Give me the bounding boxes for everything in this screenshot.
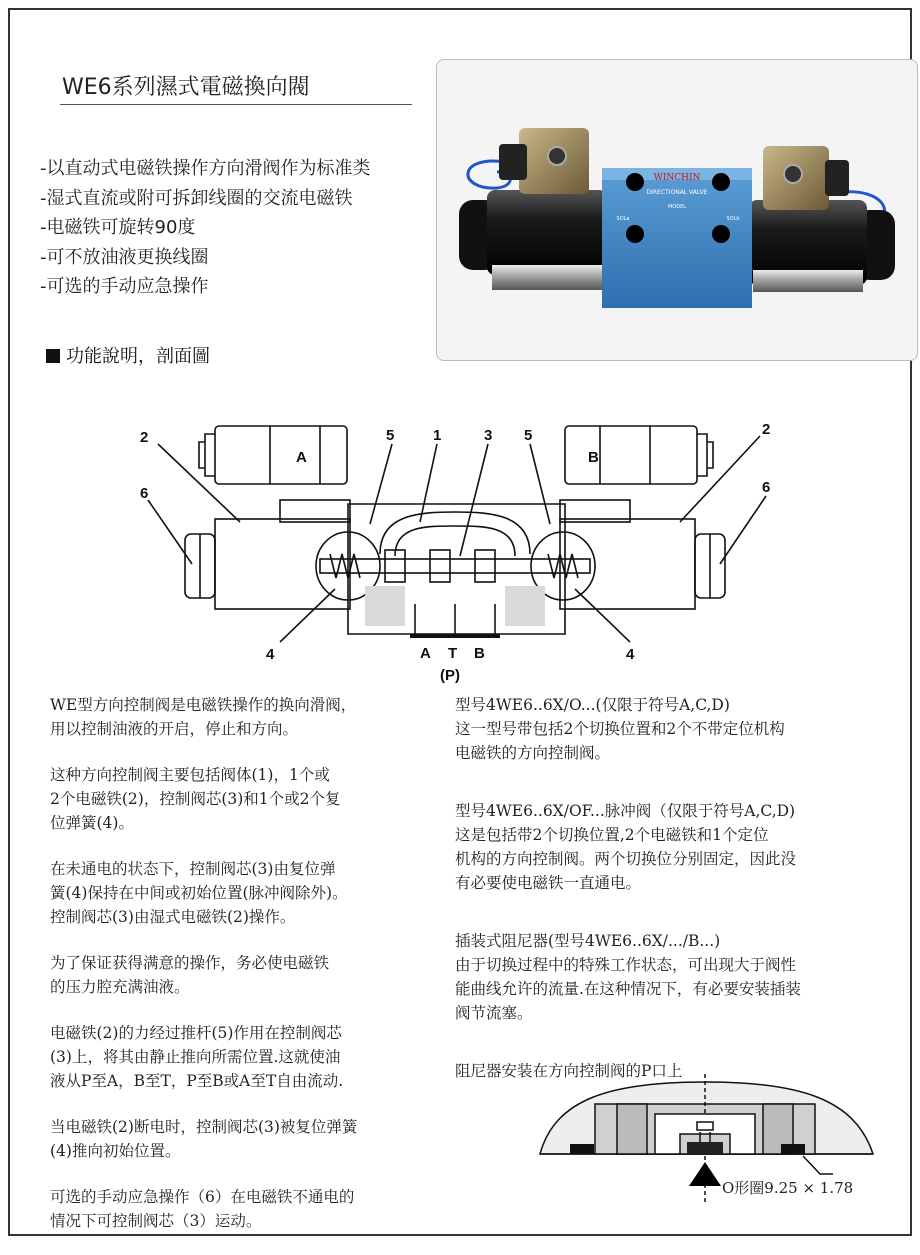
body-bolt [712,225,730,243]
port-b-label: B [474,645,485,662]
solenoid-a-block [215,426,347,484]
section-heading-text: 功能說明，剖面圖 [66,346,210,367]
callout-4-left: 4 [266,646,275,663]
left-housing [215,519,350,609]
right-return-spring [548,554,578,578]
valve-illustration [437,60,917,360]
right-text-column [455,693,905,1105]
brand-label: WINCHIN [653,173,701,183]
product-photo [436,59,918,361]
oring-leader [803,1156,833,1174]
callout-3: 3 [484,427,493,444]
solenoid-b-label: B [588,449,599,466]
callout-4-right: 4 [626,646,635,663]
paragraph: 插装式阻尼器(型号4WE6..6X/.../B...) 由于切换过程中的特殊工作状态，可出现大于阀性 能曲线允许的流量.在这种情况下，有必要安装插装 阀节流塞。 [455,932,801,1022]
paragraph: 为了保证获得满意的操作，务必使电磁铁 的压力腔充满油液。 [50,954,330,996]
body-bolt [712,173,730,191]
model-label: MODEL [667,204,687,210]
feature-item: -以直动式电磁铁操作方向滑阀作为标准类 [40,158,371,179]
feature-item: -可不放油液更换线圈 [40,246,209,268]
left-solenoid-coil [487,190,607,275]
square-bullet-icon [46,349,60,363]
sol-b-label: SOLb [726,216,740,222]
oring-label: O形圈9.25 × 1.78 [722,1179,854,1197]
left-return-spring [330,554,360,578]
callout-2-left: 2 [140,429,149,446]
paragraph: 当电磁铁(2)断电时，控制阀芯(3)被复位弹簧 (4)推向初始位置。 [50,1118,358,1160]
section-heading [46,342,210,368]
center-seal [687,1142,723,1154]
callout-5-left: 5 [386,427,395,444]
left-oring [570,1144,594,1154]
sol-a-label: SOLa [616,216,630,222]
valve-subtitle: DIRECTIONAL VALVE [646,189,708,196]
port-a-label: A [420,645,431,662]
body-bolt [626,225,644,243]
feature-list [40,154,371,302]
paragraph: 阻尼器安装在方向控制阀的P口上 [455,1062,683,1080]
paragraph: 电磁铁(2)的力经过推杆(5)作用在控制阀芯 (3)上，将其由静止推向所需位置.这就使油 液从P至A，B至T，P至B或A至T自由流动. [50,1024,344,1090]
paragraph: 可选的手动应急操作（6）在电磁铁不通电的 情况下可控制阀芯（3）运动。 [50,1188,355,1230]
port-p-label: (P) [440,667,460,684]
paragraph: 型号4WE6..6X/O...(仅限于符号A,C,D) 这一型号带包括2个切换位置和2个不带定位机构 电磁铁的方向控制阀。 [455,696,785,762]
paragraph: 型号4WE6..6X/OF...脉冲阀（仅限于符号A,C,D) 这是包括带2个切换位置,2个电磁铁和1个定位 机构的方向控制阀。两个切换位分别固定，因此没 有必要使电磁铁一直通电。 [455,802,797,892]
p-port-arrow-icon [689,1162,721,1186]
solenoid-b-block [565,426,697,484]
solenoid-a-label: A [296,449,307,466]
feature-item: -可选的手动应急操作 [40,276,209,297]
callout-6-right: 6 [762,479,771,496]
paragraph: WE型方向控制阀是电磁铁操作的换向滑阀， 用以控制油液的开启，停止和方向。 [50,696,357,738]
callout-1: 1 [433,427,442,444]
callout-5-right: 5 [524,427,533,444]
left-text-column [50,693,430,1255]
feature-item: -湿式直流或附可拆卸线圈的交流电磁铁 [40,187,353,209]
feature-item: -电磁铁可旋转90度 [40,217,196,238]
right-oring [781,1144,805,1154]
page-title: WE6系列濕式電磁換向閥 [62,75,310,100]
body-bolt [626,173,644,191]
port-t-label: T [448,645,458,662]
sectional-diagram [120,404,800,690]
paragraph: 这种方向控制阀主要包括阀体(1)，1个或 2个电磁铁(2)，控制阀芯(3)和1个或2个复 位弹簧(4)。 [50,766,341,832]
callout-6-left: 6 [140,485,149,502]
title-underline [60,104,412,105]
callout-2-right: 2 [762,421,771,438]
paragraph: 在未通电的状态下，控制阀芯(3)由复位弹 簧(4)保持在中间或初始位置(脉冲阀除外)。 控制阀芯(3)由湿式电磁铁(2)操作。 [50,860,348,926]
